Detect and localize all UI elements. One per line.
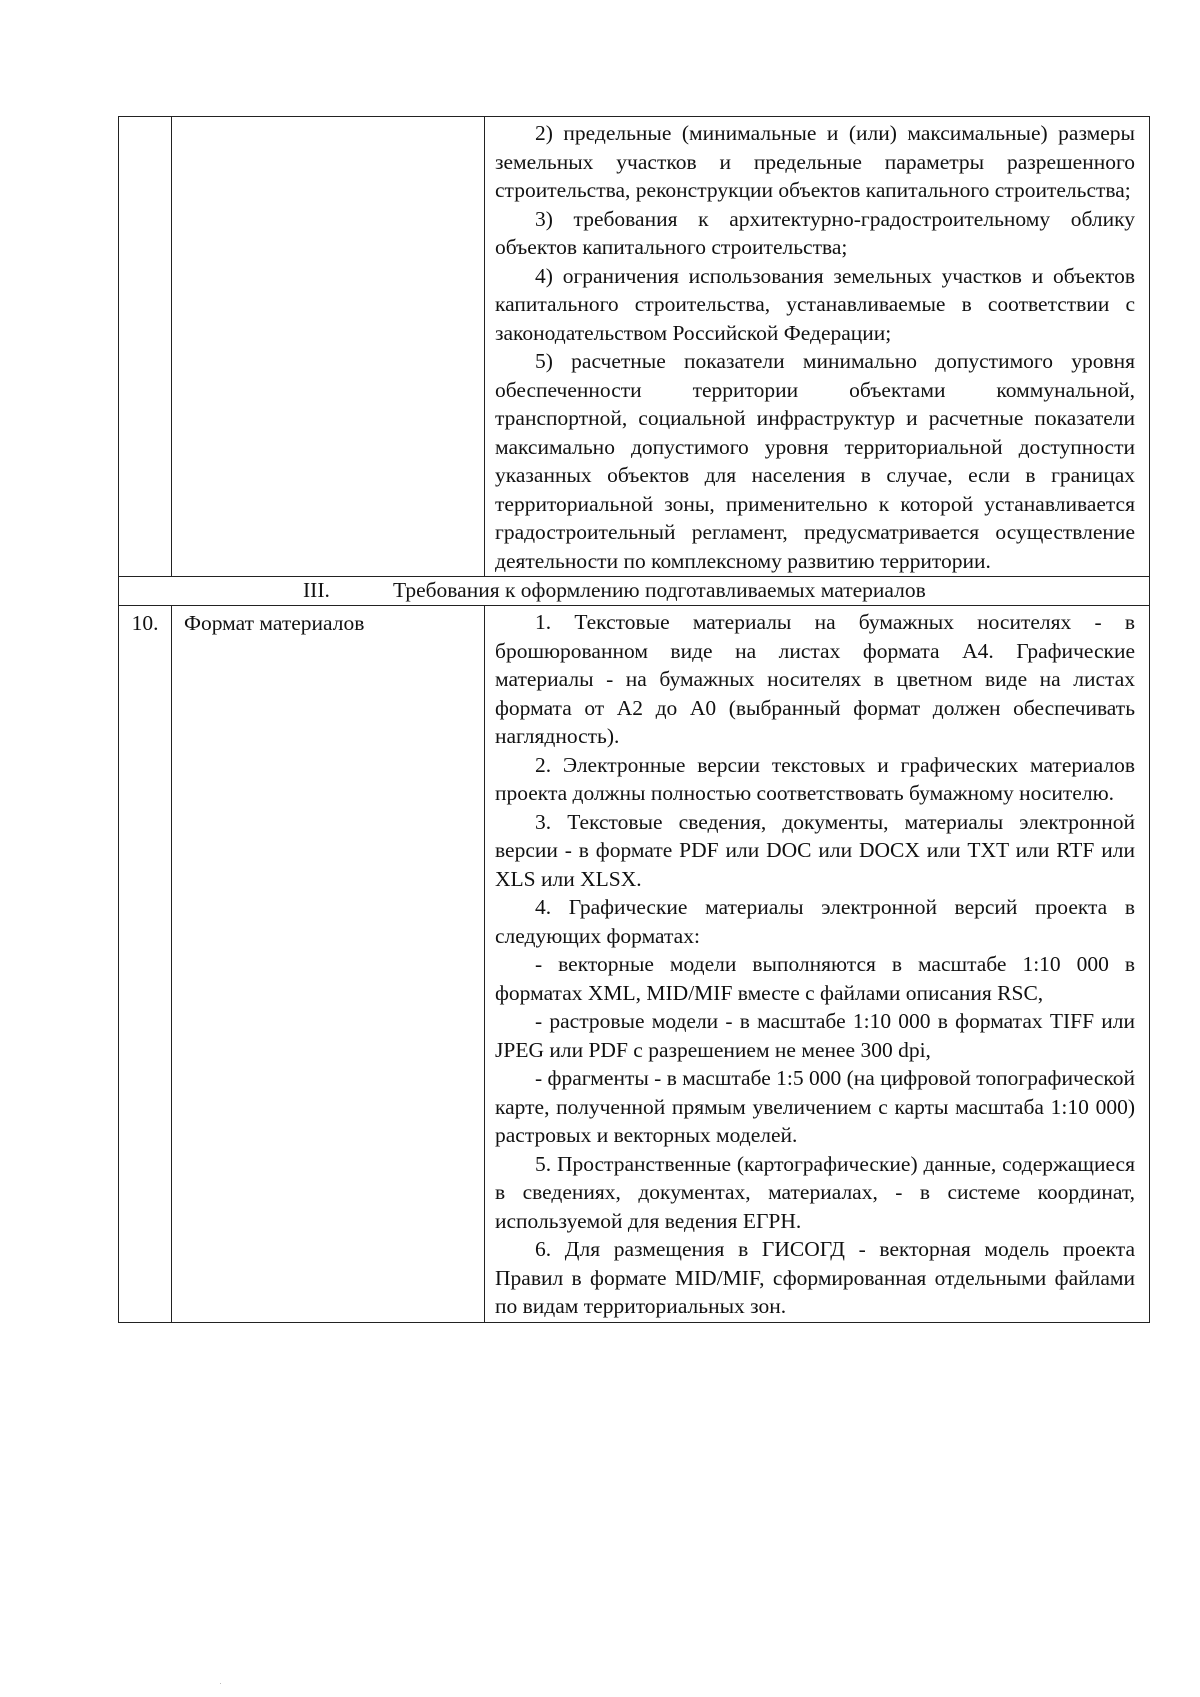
row-name-cell: Формат материалов xyxy=(172,606,485,1323)
table-row-10 xyxy=(119,606,1150,1323)
row-content-cell xyxy=(485,117,1150,577)
section-heading-cell xyxy=(119,577,1150,606)
section-title: Требования к оформлению подготавливаемых материалов xyxy=(393,578,926,602)
paragraph-format-4-fragments: - фрагменты - в масштабе 1:5 000 (на цифровой топографической карте, полученной прямым увеличением с карты масштаба 1:10 000) растровых и векторных моделей. xyxy=(495,1066,1135,1147)
paragraph-format-2: 2. Электронные версии текстовых и графических материалов проекта должны полностью соответствовать бумажному носителю. xyxy=(495,752,1135,805)
paragraph-format-1: 1. Текстовые материалы на бумажных носителях - в брошюрованном виде на листах формата А4. Графические материалы - на бумажных носителях в цветном виде на листах формата от А2 до А0 (выбранный формат должен обеспечивать наглядность). xyxy=(495,610,1135,748)
row-number-cell xyxy=(119,117,172,577)
row-name-cell xyxy=(172,117,485,577)
paragraph-format-4-vector: - векторные модели выполняются в масштабе 1:10 000 в форматах XML, MID/MIF вместе с файлами описания RSC, xyxy=(495,952,1135,1005)
paragraph-item-2: 2) предельные (минимальные и (или) максимальные) размеры земельных участков и предельные параметры разрешенного строительства, реконструкции объектов капитального строительства; xyxy=(495,121,1135,202)
paragraph-format-4-raster: - растровые модели - в масштабе 1:10 000 в форматах TIFF или JPEG или PDF с разрешением не менее 300 dpi, xyxy=(495,1009,1135,1062)
paragraph-item-3: 3) требования к архитектурно-градостроительному облику объектов капитального строительства; xyxy=(495,206,1135,259)
scan-speck xyxy=(220,1683,221,1684)
section-heading-row xyxy=(119,577,1150,606)
requirements-table xyxy=(118,116,1150,1323)
paragraph-format-6: 6. Для размещения в ГИСОГД - векторная модель проекта Правил в формате MID/MIF, сформированная отдельными файлами по видам территориальных зон. xyxy=(495,1237,1135,1318)
section-heading xyxy=(119,577,1149,604)
table-row-continued xyxy=(119,117,1150,577)
paragraph-format-5: 5. Пространственные (картографические) данные, содержащиеся в сведениях, документах, материалах, - в системе координат, используемой для ведения ЕГРН. xyxy=(495,1151,1135,1233)
paragraph-format-4: 4. Графические материалы электронной версий проекта в следующих форматах: xyxy=(495,895,1135,948)
paragraph-item-4: 4) ограничения использования земельных участков и объектов капитального строительства, устанавливаемые в соответствии с законодательством Российской Федерации; xyxy=(495,263,1135,345)
section-number: III. xyxy=(303,578,330,602)
paragraph-format-3: 3. Текстовые сведения, документы, материалы электронной версии - в формате PDF или DOC или DOCX или TXT или RTF или XLS или XLSX. xyxy=(495,809,1135,891)
row-number-cell: 10. xyxy=(119,606,172,1323)
paragraph-item-5: 5) расчетные показатели минимально допустимого уровня обеспеченности территории объектами коммунальной, транспортной, социальной инфраструктур и расчетные показатели максимально допустимого уровня территориальной доступности указанных объектов для населения в случае, если в границах территориальной зоны, применительно к которой устанавливается градостроительный регламент, предусматривается осуществление деятельности по комплексному развитию территории. xyxy=(495,349,1135,573)
row-content-cell xyxy=(485,606,1150,1323)
